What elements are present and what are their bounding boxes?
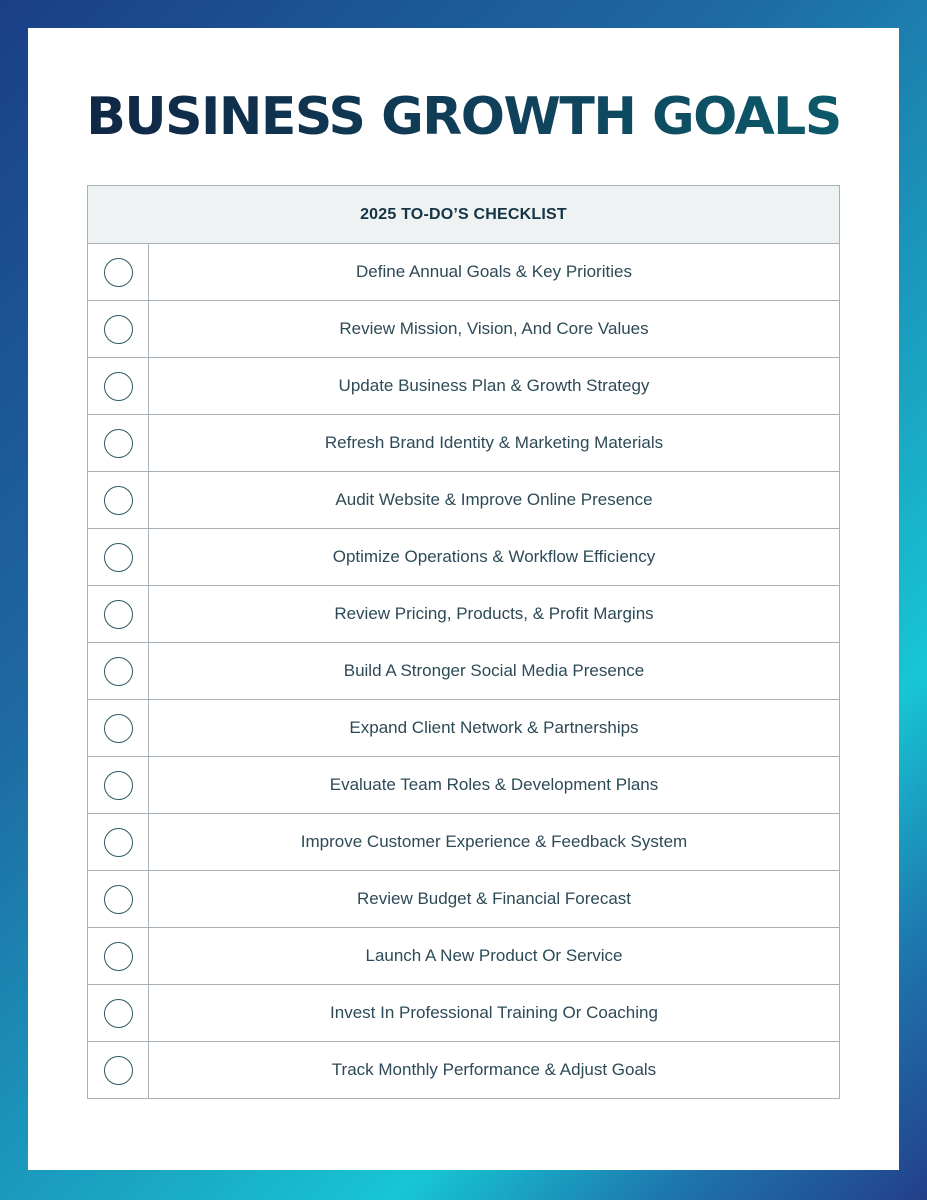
checklist-header-row: [88, 186, 840, 244]
checkbox-cell: [88, 757, 149, 814]
checkbox-circle[interactable]: [104, 258, 133, 287]
checkbox-circle[interactable]: [104, 543, 133, 572]
checklist-row: [88, 415, 840, 472]
checklist-row: [88, 244, 840, 301]
checkbox-circle[interactable]: [104, 999, 133, 1028]
checklist-row: [88, 757, 840, 814]
checklist-body: [88, 244, 840, 1099]
checklist-item-label: Review Pricing, Products, & Profit Margins: [149, 586, 840, 643]
checkbox-cell: [88, 358, 149, 415]
checklist-row: [88, 985, 840, 1042]
checklist-header: 2025 TO-DO’S CHECKLIST: [88, 186, 840, 244]
checkbox-cell: [88, 700, 149, 757]
checklist-item-label: Audit Website & Improve Online Presence: [149, 472, 840, 529]
checkbox-circle[interactable]: [104, 486, 133, 515]
checkbox-cell: [88, 301, 149, 358]
checklist-item-label: Review Budget & Financial Forecast: [149, 871, 840, 928]
checklist-item-label: Refresh Brand Identity & Marketing Materials: [149, 415, 840, 472]
checkbox-circle[interactable]: [104, 1056, 133, 1085]
checklist-table: [87, 185, 840, 1099]
checkbox-circle[interactable]: [104, 429, 133, 458]
checkbox-circle[interactable]: [104, 600, 133, 629]
checklist-row: [88, 1042, 840, 1099]
checkbox-cell: [88, 1042, 149, 1099]
checkbox-circle[interactable]: [104, 714, 133, 743]
checklist-row: [88, 358, 840, 415]
checklist-item-label: Build A Stronger Social Media Presence: [149, 643, 840, 700]
checklist-item-label: Evaluate Team Roles & Development Plans: [149, 757, 840, 814]
checkbox-circle[interactable]: [104, 885, 133, 914]
checkbox-circle[interactable]: [104, 372, 133, 401]
checklist-row: [88, 301, 840, 358]
checkbox-cell: [88, 871, 149, 928]
checklist-row: [88, 700, 840, 757]
checklist-item-label: Invest In Professional Training Or Coaching: [149, 985, 840, 1042]
checklist-row: [88, 586, 840, 643]
checklist-row: [88, 529, 840, 586]
checklist-item-label: Review Mission, Vision, And Core Values: [149, 301, 840, 358]
checkbox-cell: [88, 244, 149, 301]
checklist-item-label: Optimize Operations & Workflow Efficiency: [149, 529, 840, 586]
checklist-item-label: Expand Client Network & Partnerships: [149, 700, 840, 757]
checkbox-circle[interactable]: [104, 771, 133, 800]
checkbox-cell: [88, 586, 149, 643]
checklist-item-label: Update Business Plan & Growth Strategy: [149, 358, 840, 415]
checkbox-cell: [88, 415, 149, 472]
checklist-item-label: Launch A New Product Or Service: [149, 928, 840, 985]
checkbox-circle[interactable]: [104, 942, 133, 971]
checklist-item-label: Define Annual Goals & Key Priorities: [149, 244, 840, 301]
checklist-row: [88, 928, 840, 985]
checkbox-circle[interactable]: [104, 828, 133, 857]
checklist-row: [88, 814, 840, 871]
checklist-row: [88, 871, 840, 928]
checklist-row: [88, 472, 840, 529]
checkbox-circle[interactable]: [104, 657, 133, 686]
checklist-item-label: Improve Customer Experience & Feedback System: [149, 814, 840, 871]
checkbox-cell: [88, 643, 149, 700]
checkbox-circle[interactable]: [104, 315, 133, 344]
page-title-text: BUSINESS GROWTH GOALS: [86, 87, 841, 147]
checkbox-cell: [88, 814, 149, 871]
page-title: [0, 85, 927, 149]
checkbox-cell: [88, 529, 149, 586]
checklist-item-label: Track Monthly Performance & Adjust Goals: [149, 1042, 840, 1099]
checkbox-cell: [88, 985, 149, 1042]
checkbox-cell: [88, 472, 149, 529]
checkbox-cell: [88, 928, 149, 985]
checklist-row: [88, 643, 840, 700]
